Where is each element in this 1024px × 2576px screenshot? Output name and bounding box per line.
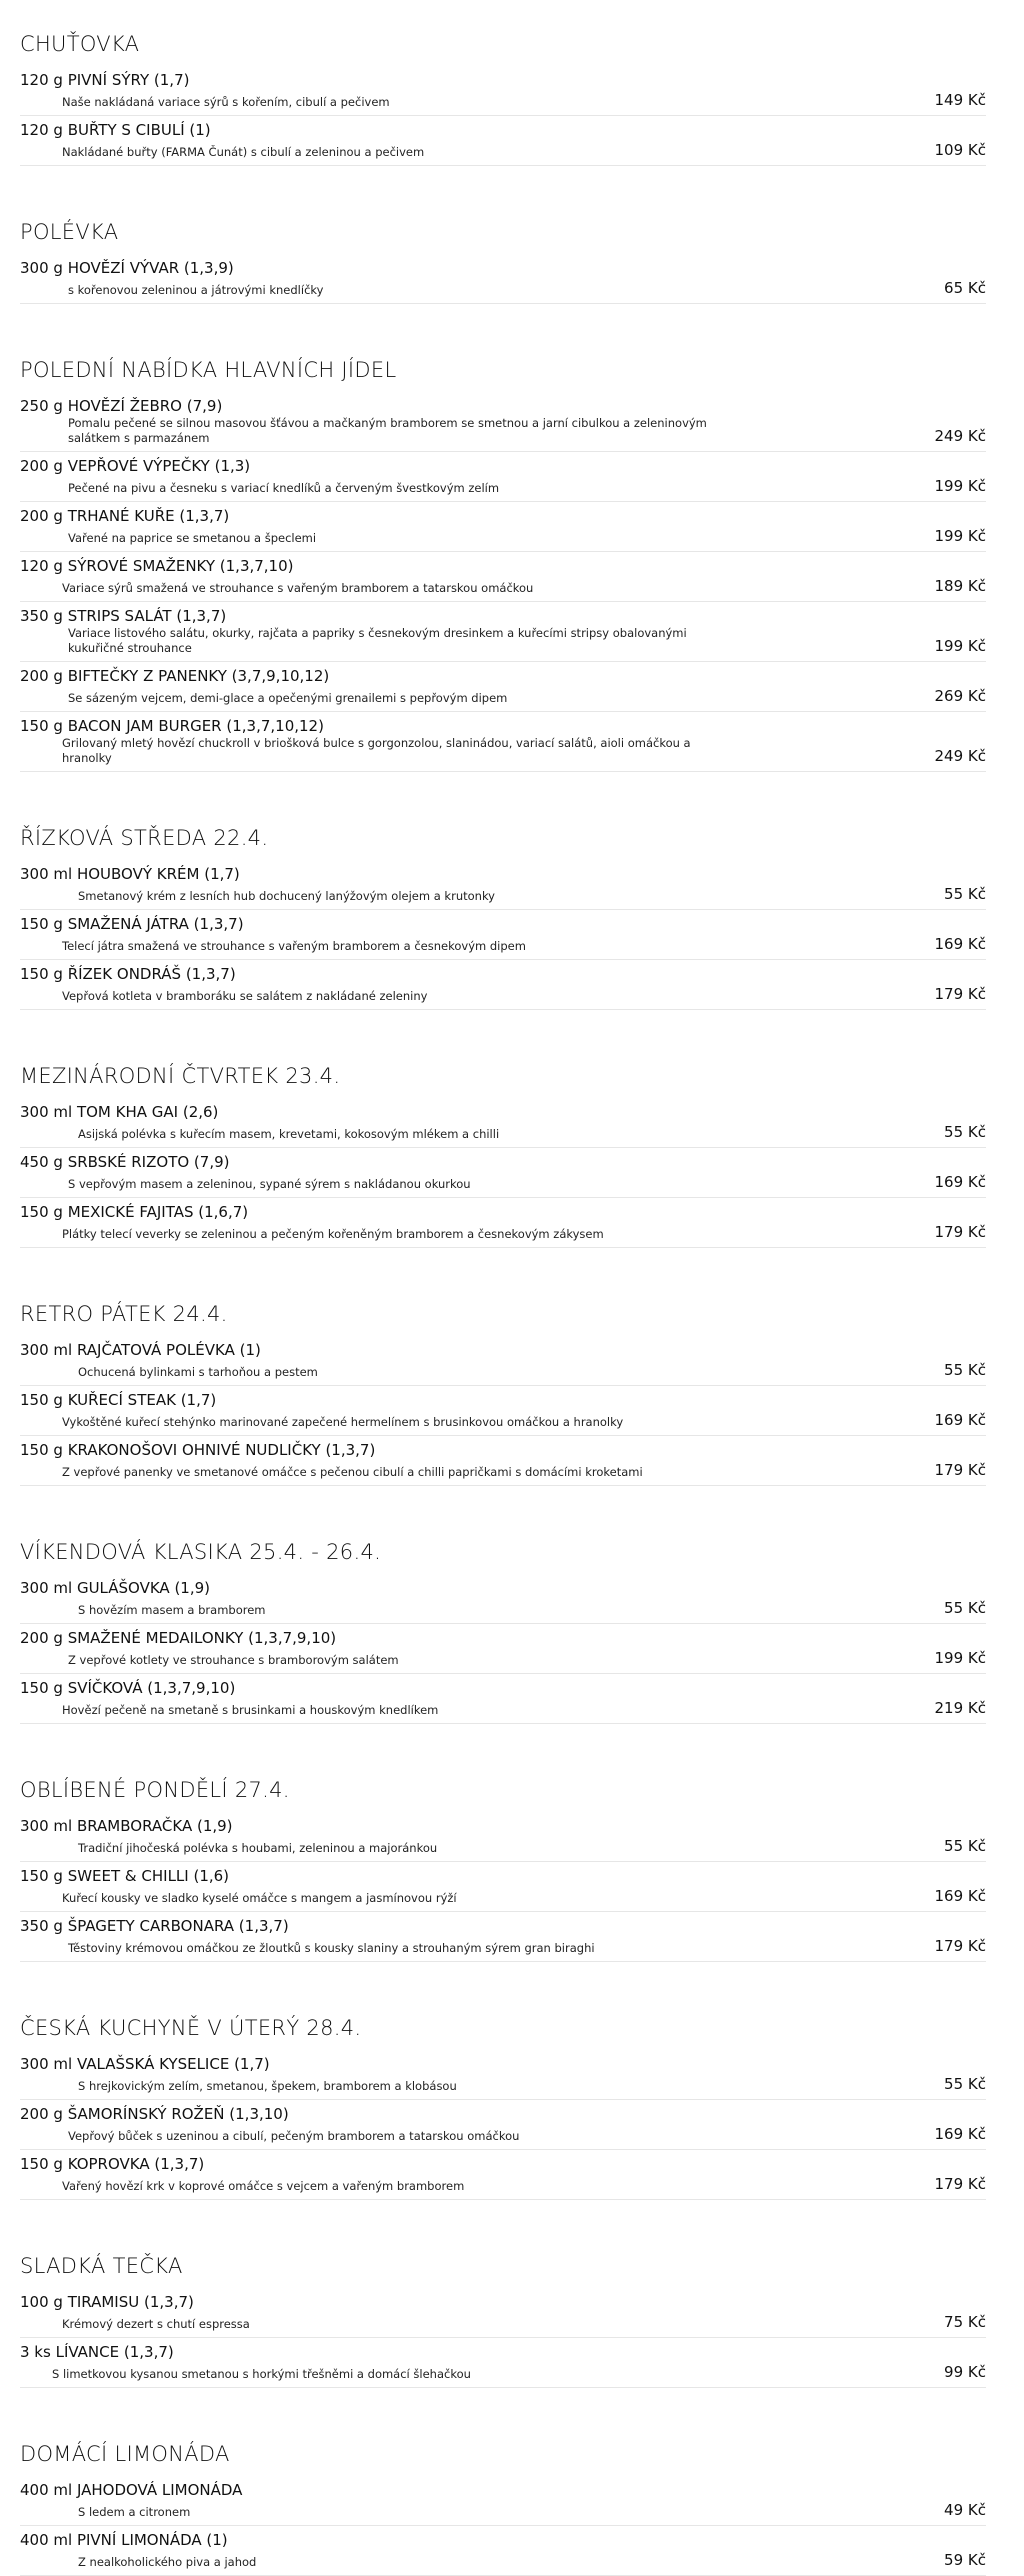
menu-item-name: 150 g SWEET & CHILLI (1,6) <box>20 1867 230 1885</box>
menu-item-row <box>20 90 986 110</box>
menu-item-price: 55 Kč <box>944 885 986 903</box>
menu-item <box>20 1862 986 1912</box>
menu-item <box>20 1436 986 1486</box>
menu-section <box>20 30 986 166</box>
menu-item <box>20 1198 986 1248</box>
menu-item-name: 350 g STRIPS SALÁT (1,3,7) <box>20 607 227 625</box>
menu-item-price: 189 Kč <box>934 577 986 595</box>
menu-item-name: 100 g TIRAMISU (1,3,7) <box>20 2293 194 2311</box>
menu-item-description: Variace listového salátu, okurky, rajčata a papriky s česnekovým dresinkem a kuřecími stripsy obalovanými kukuřičné strouhance <box>68 626 687 655</box>
menu-item-name: 400 ml PIVNÍ LIMONÁDA (1) <box>20 2531 228 2549</box>
menu-item-name: 300 ml BRAMBORAČKA (1,9) <box>20 1817 233 1835</box>
menu-item-row <box>20 1172 986 1192</box>
menu-item-description: Naše nakládaná variace sýrů s kořením, cibulí a pečivem <box>62 95 390 109</box>
menu-item-row <box>20 1598 986 1618</box>
menu-item-price: 169 Kč <box>934 935 986 953</box>
menu-item-description: Z nealkoholického piva a jahod <box>78 2555 257 2569</box>
menu-item <box>20 552 986 602</box>
menu-item-row <box>20 1410 986 1430</box>
menu-item-description: Ochucená bylinkami s tarhoňou a pestem <box>78 1365 318 1379</box>
menu-item <box>20 1624 986 1674</box>
menu-item-row <box>20 934 986 954</box>
menu-item <box>20 1674 986 1724</box>
menu-section <box>20 1776 986 1962</box>
menu-item-name: 200 g TRHANÉ KUŘE (1,3,7) <box>20 507 230 525</box>
menu-item-description: Variace sýrů smažená ve strouhance s vařeným bramborem a tatarskou omáčkou <box>62 581 534 595</box>
menu-item <box>20 960 986 1010</box>
menu-item <box>20 2100 986 2150</box>
menu-section <box>20 2440 986 2576</box>
menu-item-name: 150 g KRAKONOŠOVI OHNIVÉ NUDLIČKY (1,3,7) <box>20 1441 376 1459</box>
menu-item-description: Nakládané buřty (FARMA Čunát) s cibulí a zeleninou a pečivem <box>62 145 425 159</box>
menu-item <box>20 66 986 116</box>
menu-item-row <box>20 1460 986 1480</box>
menu-item-name: 300 ml GULÁŠOVKA (1,9) <box>20 1579 210 1597</box>
section-title: POLÉVKA <box>20 220 119 244</box>
menu-item <box>20 712 986 772</box>
menu-item-name: 120 g BUŘTY S CIBULÍ (1) <box>20 121 211 139</box>
menu-item-name: 150 g ŘÍZEK ONDRÁŠ (1,3,7) <box>20 965 236 983</box>
menu-item-name: 120 g SÝROVÉ SMAŽENKY (1,3,7,10) <box>20 557 294 575</box>
menu-item <box>20 1336 986 1386</box>
menu-item-row <box>20 736 986 766</box>
menu-item-description: Asijská polévka s kuřecím masem, krevetami, kokosovým mlékem a chilli <box>78 1127 500 1141</box>
menu-item-price: 55 Kč <box>944 1123 986 1141</box>
menu-item <box>20 2476 986 2526</box>
section-title: POLEDNÍ NABÍDKA HLAVNÍCH JÍDEL <box>20 358 397 382</box>
menu-item-description: Z vepřové kotlety ve strouhance s bramborovým salátem <box>68 1653 399 1667</box>
menu-item-row <box>20 626 986 656</box>
menu-item-name: 200 g ŠAMORÍNSKÝ ROŽEŇ (1,3,10) <box>20 2105 289 2123</box>
menu-item <box>20 392 986 452</box>
menu-item-price: 55 Kč <box>944 1837 986 1855</box>
menu-item <box>20 1574 986 1624</box>
menu-item-price: 99 Kč <box>944 2363 986 2381</box>
menu-item-price: 75 Kč <box>944 2313 986 2331</box>
menu-item <box>20 254 986 304</box>
menu-item <box>20 1098 986 1148</box>
menu-item-description: Krémový dezert s chutí espressa <box>62 2317 250 2331</box>
menu-item-price: 55 Kč <box>944 1599 986 1617</box>
menu-item-row <box>20 1122 986 1142</box>
section-title: ČESKÁ KUCHYNĚ V ÚTERÝ 28.4. <box>20 2016 362 2040</box>
section-title: ŘÍZKOVÁ STŘEDA 22.4. <box>20 826 269 850</box>
menu-item-name: 300 g HOVĚZÍ VÝVAR (1,3,9) <box>20 259 234 277</box>
menu-item-row <box>20 1936 986 1956</box>
section-title: VÍKENDOVÁ KLASIKA 25.4. - 26.4. <box>20 1540 382 1564</box>
menu-item-name: 150 g KOPROVKA (1,3,7) <box>20 2155 205 2173</box>
menu-section <box>20 356 986 772</box>
menu-item-description: Těstoviny krémovou omáčkou ze žloutků s kousky slaniny a strouhaným sýrem gran biraghi <box>68 1941 595 1955</box>
menu-item-name: 120 g PIVNÍ SÝRY (1,7) <box>20 71 190 89</box>
menu-section <box>20 218 986 304</box>
menu-item-row <box>20 1698 986 1718</box>
menu-section <box>20 1538 986 1724</box>
menu-item <box>20 1812 986 1862</box>
menu-item-row <box>20 984 986 1004</box>
menu-item-name: 250 g HOVĚZÍ ŽEBRO (7,9) <box>20 397 223 415</box>
section-title: DOMÁCÍ LIMONÁDA <box>20 2442 230 2466</box>
menu-item-name: 300 ml TOM KHA GAI (2,6) <box>20 1103 219 1121</box>
menu-item-name: 300 ml HOUBOVÝ KRÉM (1,7) <box>20 865 240 883</box>
menu-item-price: 199 Kč <box>934 527 986 545</box>
menu-item <box>20 1148 986 1198</box>
menu-item-description: Smetanový krém z lesních hub dochucený lanýžovým olejem a krutonky <box>78 889 495 903</box>
menu-item-description: S hovězím masem a bramborem <box>78 1603 266 1617</box>
menu-item-price: 65 Kč <box>944 279 986 297</box>
menu-section <box>20 2014 986 2200</box>
menu-item-name: 150 g BACON JAM BURGER (1,3,7,10,12) <box>20 717 324 735</box>
menu-item-price: 109 Kč <box>934 141 986 159</box>
menu-item-name: 300 ml RAJČATOVÁ POLÉVKA (1) <box>20 1341 261 1359</box>
menu-section <box>20 1062 986 1248</box>
menu-item <box>20 2150 986 2200</box>
menu-item-row <box>20 2124 986 2144</box>
menu-item-row <box>20 2074 986 2094</box>
menu-item-description: Plátky telecí veverky se zeleninou a pečeným kořeněným bramborem a česnekovým zákysem <box>62 1227 604 1241</box>
menu-item-description: Hovězí pečeně na smetaně s brusinkami a houskovým knedlíkem <box>62 1703 439 1717</box>
menu-item-row <box>20 686 986 706</box>
menu-item-price: 169 Kč <box>934 1887 986 1905</box>
menu-item-row <box>20 1836 986 1856</box>
menu-item <box>20 116 986 166</box>
menu-item-row <box>20 2312 986 2332</box>
menu-item-price: 199 Kč <box>934 477 986 495</box>
menu-item-name: 150 g SVÍČKOVÁ (1,3,7,9,10) <box>20 1679 236 1697</box>
menu-item-description: Se sázeným vejcem, demi-glace a opečenými grenailemi s pepřovým dipem <box>68 691 508 705</box>
menu-item-description: Grilovaný mletý hovězí chuckroll v briošková bulce s gorgonzolou, slaninádou, variací salátů, aioli omáčkou a hranolky <box>62 736 691 765</box>
menu-item-description: Kuřecí kousky ve sladko kyselé omáčce s mangem a jasmínovou rýží <box>62 1891 457 1905</box>
menu-item-description: Tradiční jihočeská polévka s houbami, zeleninou a majoránkou <box>78 1841 438 1855</box>
menu-item-price: 199 Kč <box>934 637 986 655</box>
menu-item <box>20 910 986 960</box>
menu-item-price: 249 Kč <box>934 427 986 445</box>
menu-item-description: Vařené na paprice se smetanou a špeclemi <box>68 531 317 545</box>
menu-item-price: 169 Kč <box>934 2125 986 2143</box>
menu-item-row <box>20 1360 986 1380</box>
section-title: CHUŤOVKA <box>20 32 140 56</box>
menu-item-price: 179 Kč <box>934 1223 986 1241</box>
menu-item-name: 450 g SRBSKÉ RIZOTO (7,9) <box>20 1153 230 1171</box>
menu-item <box>20 2338 986 2388</box>
section-title: OBLÍBENÉ PONDĚLÍ 27.4. <box>20 1778 290 1802</box>
menu-item-row <box>20 278 986 298</box>
menu-item-description: Pomalu pečené se silnou masovou šťávou a mačkaným bramborem se smetnou a jarní cibulkou a zeleninovým salátkem s parmazánem <box>68 416 707 445</box>
menu-item-name: 150 g SMAŽENÁ JÁTRA (1,3,7) <box>20 915 244 933</box>
menu-item-description: Pečené na pivu a česneku s variací knedlíků a červeným švestkovým zelím <box>68 481 500 495</box>
menu-item-price: 169 Kč <box>934 1411 986 1429</box>
menu-item-row <box>20 526 986 546</box>
menu-item-row <box>20 2174 986 2194</box>
section-title: RETRO PÁTEK 24.4. <box>20 1302 228 1326</box>
menu-item-price: 55 Kč <box>944 2075 986 2093</box>
menu-item-description: Z vepřové panenky ve smetanové omáčce s pečenou cibulí a chilli papričkami s domácími kroketami <box>62 1465 643 1479</box>
menu-item-price: 269 Kč <box>934 687 986 705</box>
menu-item-description: Vepřový bůček s uzeninou a cibulí, pečeným bramborem a tatarskou omáčkou <box>68 2129 520 2143</box>
section-title: MEZINÁRODNÍ ČTVRTEK 23.4. <box>20 1064 341 1088</box>
menu-item-price: 249 Kč <box>934 747 986 765</box>
menu-item <box>20 2288 986 2338</box>
menu-item-row <box>20 1222 986 1242</box>
menu-item-row <box>20 2500 986 2520</box>
menu-item-price: 55 Kč <box>944 1361 986 1379</box>
menu-item-price: 199 Kč <box>934 1649 986 1667</box>
menu-item-description: S vepřovým masem a zeleninou, sypané sýrem s nakládanou okurkou <box>68 1177 471 1191</box>
menu-item-description: Vykoštěné kuřecí stehýnko marinované zapečené hermelínem s brusinkovou omáčkou a hranolky <box>62 1415 624 1429</box>
menu-item-price: 49 Kč <box>944 2501 986 2519</box>
menu-item-name: 3 ks LÍVANCE (1,3,7) <box>20 2343 174 2361</box>
menu-item <box>20 662 986 712</box>
menu-item-description: Telecí játra smažená ve strouhance s vařeným bramborem a česnekovým dipem <box>62 939 526 953</box>
menu-item <box>20 860 986 910</box>
menu-item-name: 150 g KUŘECÍ STEAK (1,7) <box>20 1391 217 1409</box>
menu-item-description: S limetkovou kysanou smetanou s horkými třešněmi a domácí šlehačkou <box>52 2367 471 2381</box>
menu-item-name: 400 ml JAHODOVÁ LIMONÁDA <box>20 2481 243 2499</box>
menu-item <box>20 2526 986 2576</box>
menu-item <box>20 502 986 552</box>
menu-item-row <box>20 140 986 160</box>
menu-item-row <box>20 2550 986 2570</box>
menu-item-row <box>20 884 986 904</box>
menu-item-row <box>20 1648 986 1668</box>
menu-item-price: 179 Kč <box>934 2175 986 2193</box>
menu-item-name: 350 g ŠPAGETY CARBONARA (1,3,7) <box>20 1917 289 1935</box>
menu-item-price: 219 Kč <box>934 1699 986 1717</box>
menu-item-price: 169 Kč <box>934 1173 986 1191</box>
menu-item-row <box>20 2362 986 2382</box>
menu-item-name: 200 g SMAŽENÉ MEDAILONKY (1,3,7,9,10) <box>20 1629 337 1647</box>
menu-item-description: s kořenovou zeleninou a játrovými knedlíčky <box>68 283 324 297</box>
section-title: SLADKÁ TEČKA <box>20 2254 183 2278</box>
menu-item <box>20 2050 986 2100</box>
menu-item-name: 200 g BIFTEČKY Z PANENKY (3,7,9,10,12) <box>20 667 330 685</box>
menu-item-row <box>20 416 986 446</box>
menu-item-description: Vařený hovězí krk v koprové omáčce s vejcem a vařeným bramborem <box>62 2179 465 2193</box>
menu-item-price: 179 Kč <box>934 985 986 1003</box>
menu-item <box>20 1912 986 1962</box>
menu-item-description: S ledem a citronem <box>78 2505 191 2519</box>
menu-item-row <box>20 476 986 496</box>
menu-item-name: 200 g VEPŘOVÉ VÝPEČKY (1,3) <box>20 457 251 475</box>
menu-item-name: 300 ml VALAŠSKÁ KYSELICE (1,7) <box>20 2055 270 2073</box>
menu-item-name: 150 g MEXICKÉ FAJITAS (1,6,7) <box>20 1203 249 1221</box>
menu-item-description: S hrejkovickým zelím, smetanou, špekem, bramborem a klobásou <box>78 2079 457 2093</box>
menu-item-row <box>20 576 986 596</box>
menu-item-price: 59 Kč <box>944 2551 986 2569</box>
menu-item <box>20 602 986 662</box>
menu-section <box>20 1300 986 1486</box>
menu-item-price: 179 Kč <box>934 1937 986 1955</box>
menu-item <box>20 452 986 502</box>
menu-section <box>20 824 986 1010</box>
menu-item-row <box>20 1886 986 1906</box>
menu-item-price: 149 Kč <box>934 91 986 109</box>
menu-item <box>20 1386 986 1436</box>
menu-item-price: 179 Kč <box>934 1461 986 1479</box>
menu-item-description: Vepřová kotleta v bramboráku se salátem z nakládané zeleniny <box>62 989 428 1003</box>
menu-section <box>20 2252 986 2388</box>
